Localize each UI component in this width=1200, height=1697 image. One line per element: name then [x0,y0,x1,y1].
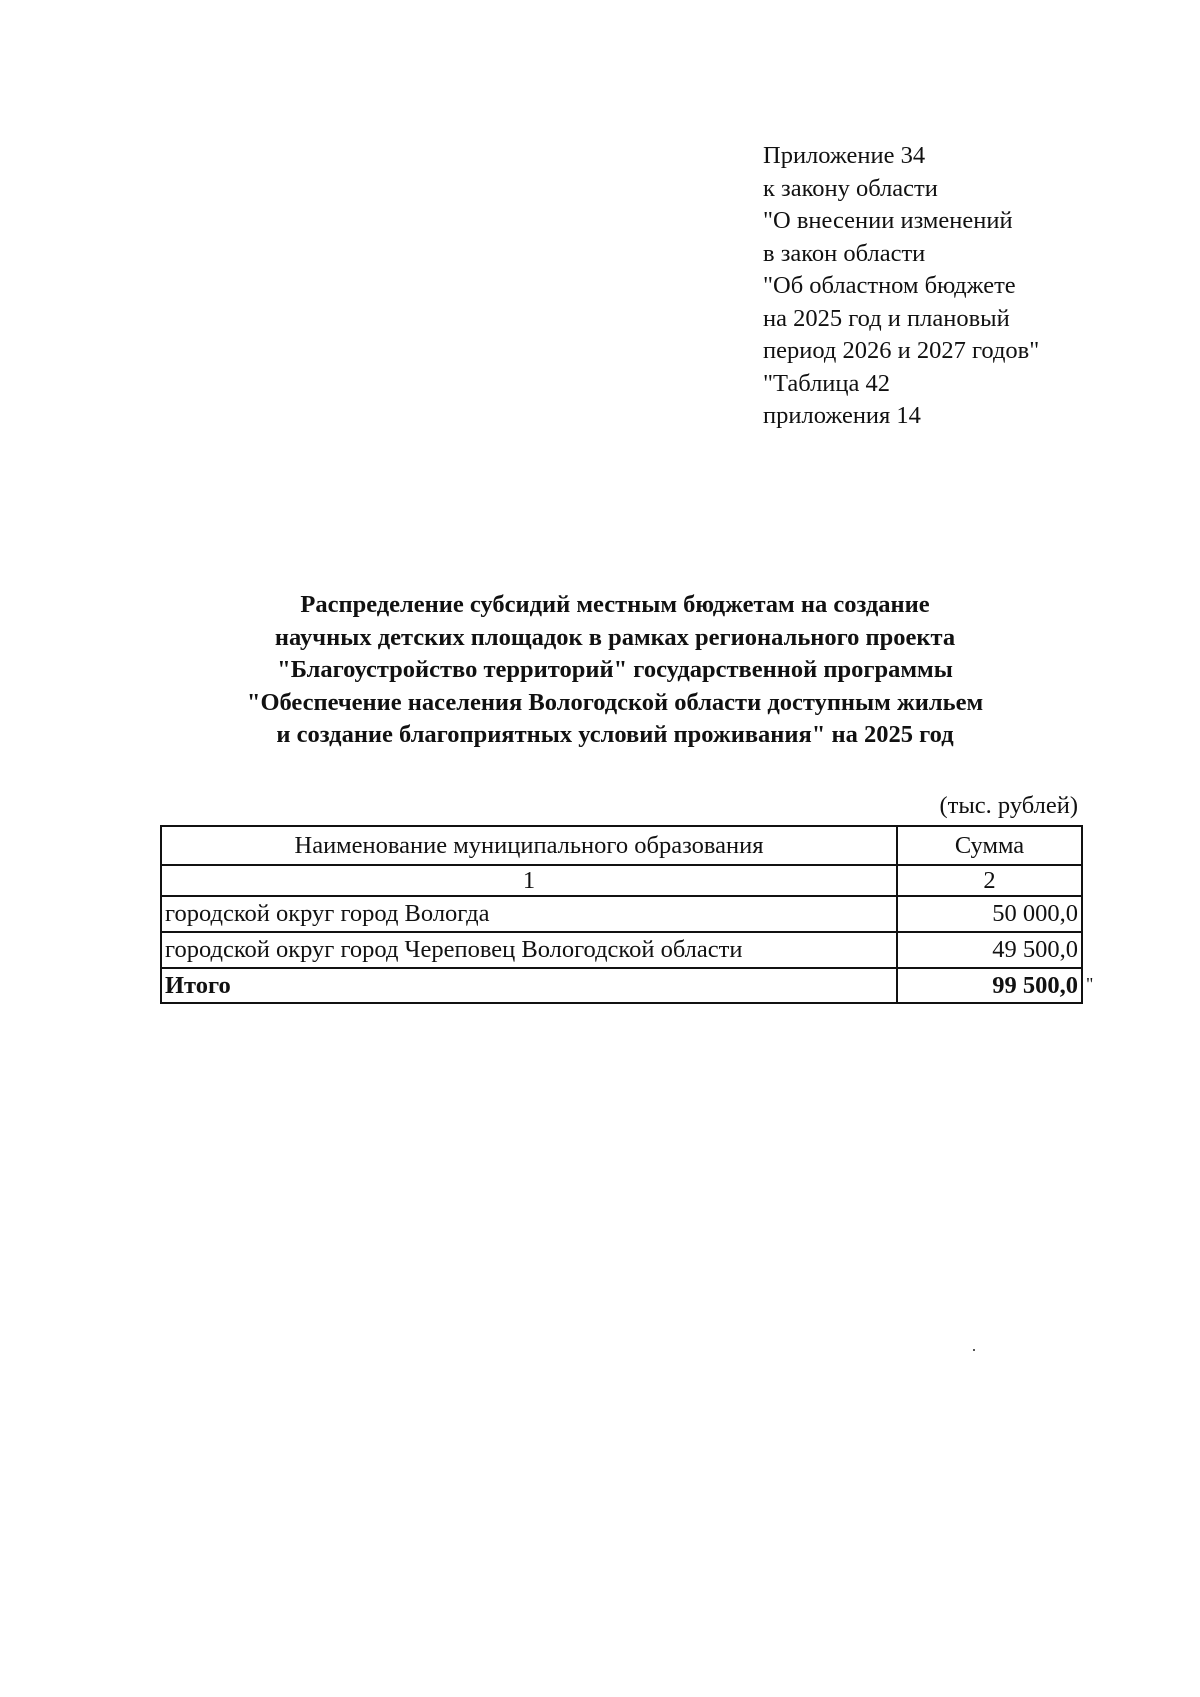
document-title-line: "Обеспечение населения Вологодской области доступным жильем [246,688,984,716]
subsidy-amount: 49 500,0 [897,932,1082,968]
appendix-header-line: к закону области [763,174,938,202]
column-number: 1 [161,865,897,896]
column-number-row [161,865,1082,896]
column-header-name: Наименование муниципального образования [161,826,897,865]
total-label: Итого [161,968,897,1003]
appendix-header-line: "Таблица 42 [763,369,891,397]
document-title-line: научных детских площадок в рамках регионального проекта [274,623,956,651]
appendix-header-line: "О внесении изменений [763,207,1013,234]
subsidy-table [160,825,1094,1004]
municipality-name: городской округ город Череповец Вологодской области [161,932,897,968]
document-title [150,589,1080,752]
appendix-header-line: период 2026 и 2027 годов" [763,337,1040,364]
total-row [161,968,1082,1003]
table-header-row [161,826,1082,865]
appendix-header-line: "Об областном бюджете [763,272,1016,299]
appendix-header-line: приложения 14 [763,402,921,429]
units-note: (тыс. рублей) [939,792,1078,819]
subsidy-amount: 50 000,0 [897,896,1082,932]
table-row [161,932,1082,968]
document-title-line: и создание благоприятных условий проживания" на 2025 год [276,721,954,748]
column-header-sum: Сумма [897,826,1082,865]
appendix-header-line: в закон области [763,239,926,267]
appendix-header-line: Приложение 34 [763,142,926,169]
appendix-header-line: на 2025 год и плановый [763,304,1010,332]
total-amount: 99 500,0 [992,971,1078,999]
closing-quote-mark: " [1086,974,1094,994]
column-number: 2 [897,865,1082,896]
municipality-name: городской округ город Вологда [161,896,897,932]
document-title-line: "Благоустройство территорий" государственной программы [277,656,953,683]
total-amount-cell [897,968,1094,1003]
appendix-header [763,140,1163,433]
scan-speck [973,1349,975,1351]
document-title-line: Распределение субсидий местным бюджетам на создание [300,591,930,618]
table-row [161,896,1082,932]
